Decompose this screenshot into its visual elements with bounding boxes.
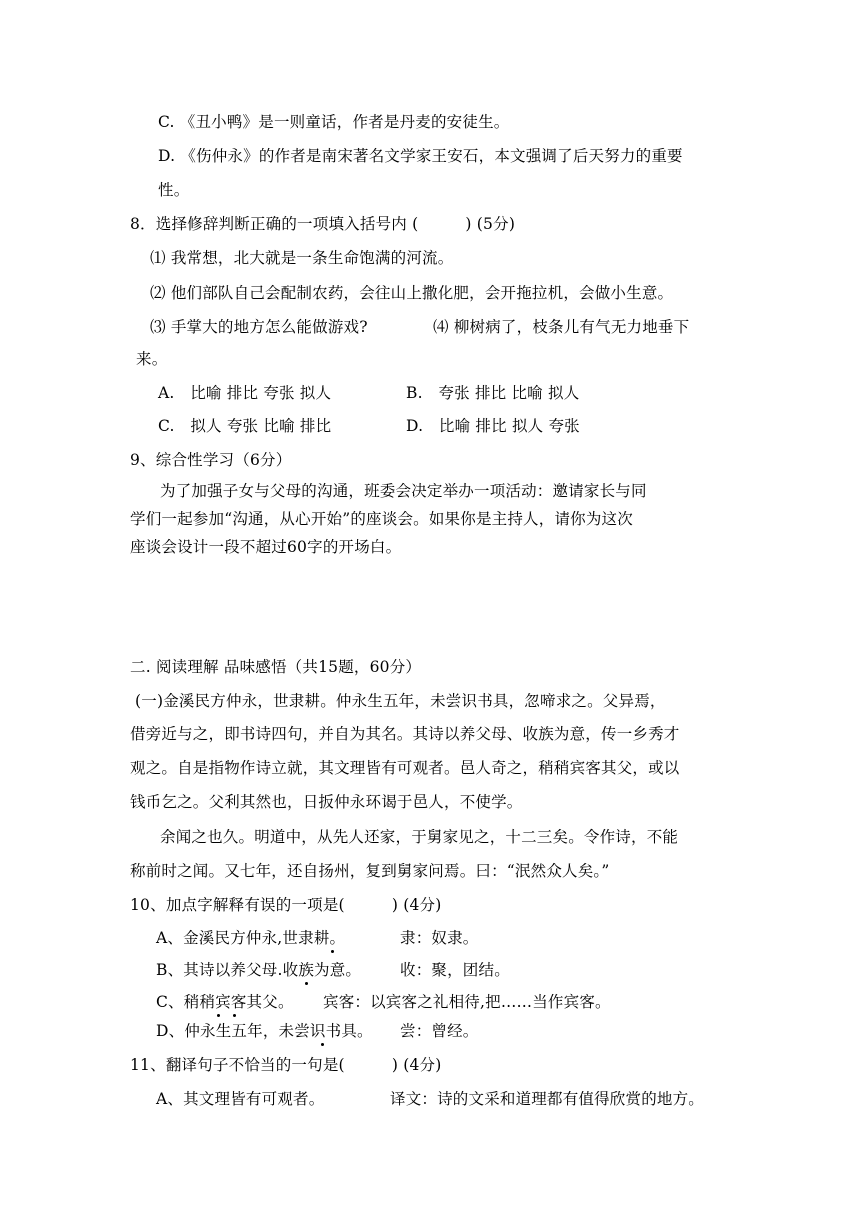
passage-line-3: 观之。自是指物作诗立就，其文理皆有可观者。邑人奇之，稍稍宾客其父，或以 xyxy=(130,759,680,777)
sentence-1: ⑴ 我常想，北大就是一条生命饱满的河流。 xyxy=(150,249,454,267)
q10-option-a-gloss: 隶：奴隶。 xyxy=(400,929,479,947)
option-d-line-cont: 性。 xyxy=(158,181,190,199)
q10-option-c: C、稍稍宾客其父。 xyxy=(156,993,294,1011)
q10-option-b: B、其诗以养父母.收族为意。 xyxy=(156,961,362,979)
question-10: 10、加点字解释有误的一项是( ) (4分) xyxy=(130,896,442,914)
question-9: 9、综合性学习（6分） xyxy=(130,451,292,469)
q10-option-d: D、仲永生五年，未尝识书具。 xyxy=(156,1022,373,1040)
question-9-text-3: 座谈会设计一段不超过60字的开场白。 xyxy=(130,538,402,556)
question-9-text-2: 学们一起参加“沟通，从心开始”的座谈会。如果你是主持人，请你为这次 xyxy=(130,510,633,528)
sentence-3: ⑶ 手掌大的地方怎么能做游戏? xyxy=(150,318,368,336)
sentence-4: ⑷ 柳树病了，枝条儿有气无力地垂下 xyxy=(433,318,690,336)
sentence-2: ⑵ 他们部队自己会配制农药，会往山上撒化肥，会开拖拉机，会做小生意。 xyxy=(150,284,674,302)
section-2-heading: 二. 阅读理解 品味感悟（共15题，60分） xyxy=(130,658,422,676)
sentence-4-cont: 来。 xyxy=(136,350,168,368)
question-11: 11、翻译句子不恰当的一句是( ) (4分) xyxy=(130,1056,442,1074)
answer-a: A. 比喻 排比 夸张 拟人 xyxy=(158,384,332,402)
q10-option-c-gloss: 宾客：以宾客之礼相待,把……当作宾客。 xyxy=(323,993,611,1011)
answer-b: B. 夸张 排比 比喻 拟人 xyxy=(406,384,580,402)
passage-line-6: 称前时之闻。又七年，还自扬州，复到舅家问焉。曰：“泯然众人矣。” xyxy=(130,862,610,880)
q11-option-a-translation: 译文：诗的文采和道理都有值得欣赏的地方。 xyxy=(390,1090,705,1108)
q10-option-d-gloss: 尝：曾经。 xyxy=(400,1022,479,1040)
answer-d: D. 比喻 排比 拟人 夸张 xyxy=(406,417,580,435)
option-c-line: C. 《丑小鸭》是一则童话，作者是丹麦的安徒生。 xyxy=(158,113,510,131)
q11-option-a: A、其文理皆有可观者。 xyxy=(156,1090,325,1108)
answer-c: C. 拟人 夸张 比喻 排比 xyxy=(158,417,332,435)
q10-option-a: A、金溪民方仲永,世隶耕。 xyxy=(156,929,346,947)
passage-line-1: (一)金溪民方仲永，世隶耕。仲永生五年，未尝识书具，忽啼求之。父异焉， xyxy=(135,692,666,710)
question-9-text-1: 为了加强子女与父母的沟通，班委会决定举办一项活动：邀请家长与同 xyxy=(160,482,647,500)
passage-line-4: 钱币乞之。父利其然也，日扳仲永环谒于邑人，不使学。 xyxy=(130,793,523,811)
option-d-line: D. 《伤仲永》的作者是南宋著名文学家王安石，本文强调了后天努力的重要 xyxy=(158,147,683,165)
passage-line-5: 余闻之也久。明道中，从先人还家，于舅家见之，十二三矣。令作诗，不能 xyxy=(160,828,679,846)
passage-line-2: 借旁近与之，即书诗四句，并自为其名。其诗以养父母、收族为意，传一乡秀才 xyxy=(130,725,680,743)
question-8: 8．选择修辞判断正确的一项填入括号内 ( ) (5分) xyxy=(130,215,516,233)
q10-option-b-gloss: 收：聚，团结。 xyxy=(400,961,510,979)
